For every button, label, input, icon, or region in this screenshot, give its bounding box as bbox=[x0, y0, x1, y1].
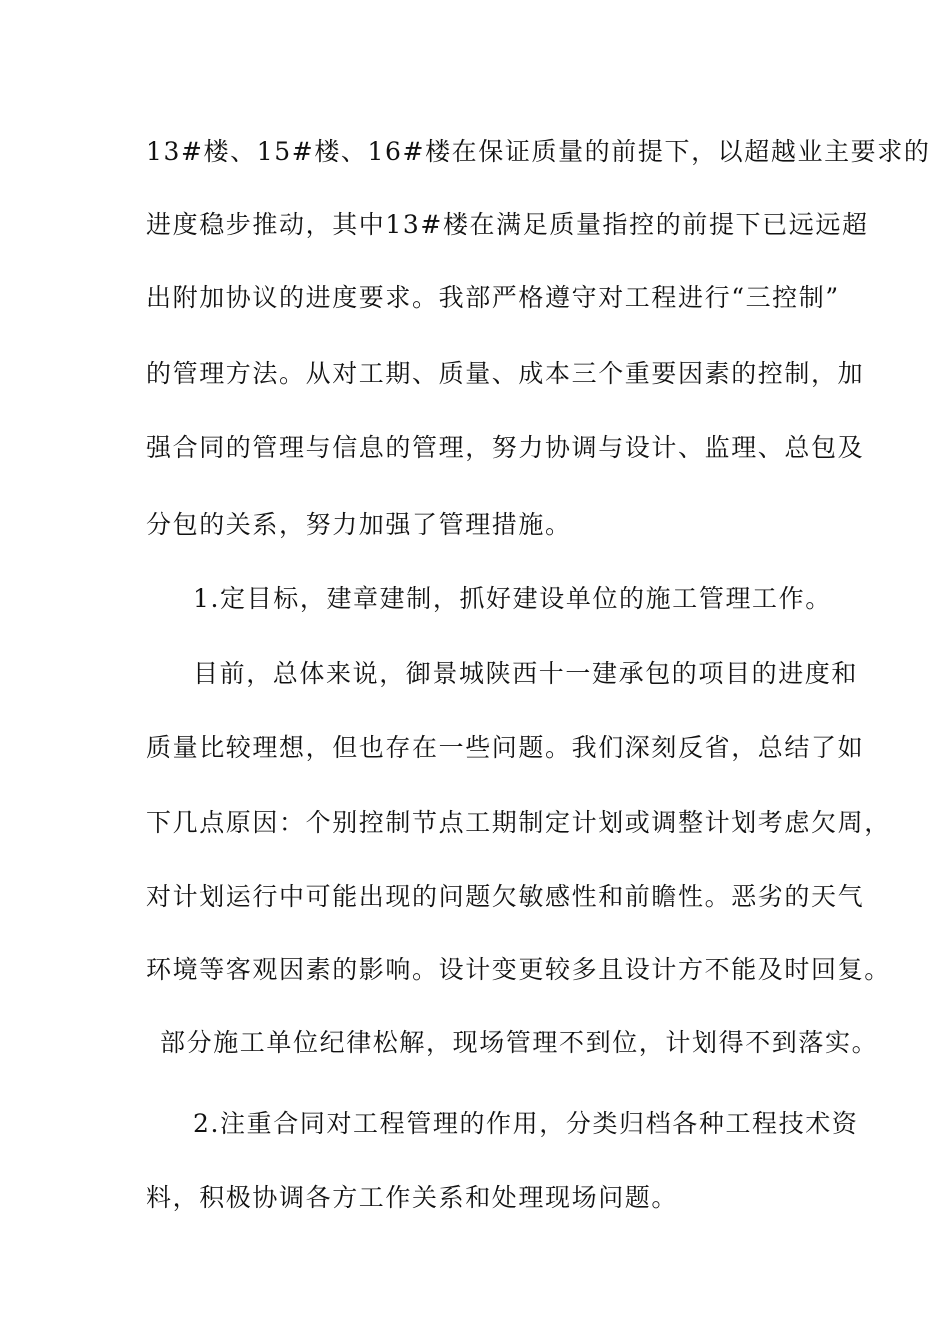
text-line: 料，积极协调各方工作关系和处理现场问题。 bbox=[146, 1183, 679, 1212]
text-line: 目前，总体来说，御景城陕西十一建承包的项目的进度和 bbox=[193, 659, 859, 688]
text-line: 质量比较理想，但也存在一些问题。我们深刻反省，总结了如 bbox=[146, 733, 865, 762]
text-line: 进度稳步推动，其中13#楼在满足质量指控的前提下已远远超 bbox=[146, 210, 869, 239]
text-line: 下几点原因：个别控制节点工期制定计划或调整计划考虑欠周， bbox=[146, 808, 891, 837]
text-line: 对计划运行中可能出现的问题欠敏感性和前瞻性。恶劣的天气 bbox=[146, 882, 865, 911]
text-line: 部分施工单位纪律松解，现场管理不到位，计划得不到落实。 bbox=[160, 1028, 879, 1057]
text-line: 强合同的管理与信息的管理，努力协调与设计、监理、总包及 bbox=[146, 433, 865, 462]
text-line: 分包的关系，努力加强了管理措施。 bbox=[146, 510, 572, 539]
text-line: 的管理方法。从对工期、质量、成本三个重要因素的控制，加 bbox=[146, 359, 865, 388]
text-line: 13#楼、15#楼、16#楼在保证质量的前提下，以超越业主要求的 bbox=[146, 137, 931, 166]
section-heading: 1.定目标，建章建制，抓好建设单位的施工管理工作。 bbox=[193, 584, 832, 613]
text-line: 环境等客观因素的影响。设计变更较多且设计方不能及时回复。 bbox=[146, 955, 891, 984]
section-heading: 2.注重合同对工程管理的作用，分类归档各种工程技术资 bbox=[193, 1109, 859, 1138]
text-line: 出附加协议的进度要求。我部严格遵守对工程进行“三控制” bbox=[146, 283, 840, 312]
